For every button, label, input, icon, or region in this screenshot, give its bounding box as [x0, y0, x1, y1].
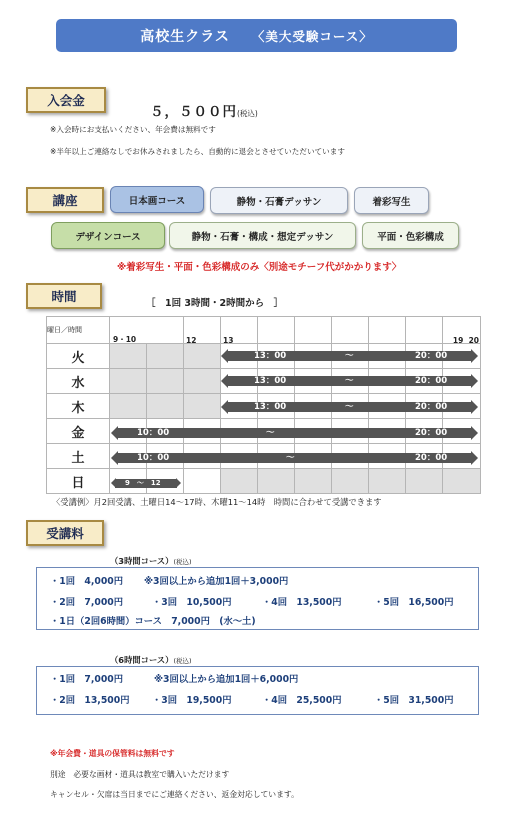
time-bar-sat [111, 451, 478, 465]
title-banner [56, 19, 457, 52]
tick-12-label: 12 [186, 336, 197, 345]
day-sun: 日 [47, 469, 110, 494]
tick-12 [184, 317, 221, 344]
time-bar-fri [111, 426, 478, 440]
schedule-label: 時間 [26, 283, 102, 309]
three-hour-heading [110, 555, 192, 567]
schedule-subtitle: ［ 1回 3時間・2時間から ］ [146, 298, 284, 309]
three-hour-tax: (税込) [173, 558, 192, 566]
time-bar-tilde: 〜 [286, 453, 295, 463]
fee-amount-value: ５，５００円 [150, 104, 237, 120]
fee-note-1: ※入会時にお支払いください、年会費は無料です [50, 125, 216, 134]
time-bar-sun-label: 9 〜 12 [125, 479, 161, 487]
three-hour-5: ・5回 16,500円 [374, 597, 454, 608]
time-bar-start: 13：00 [254, 376, 287, 386]
fee-note-2: ※半年以上ご連絡なしでお休みされましたら、自動的に退会とさせていただいています [50, 147, 345, 156]
course-flat-color: 平面・色彩構成 [362, 222, 459, 249]
courses-note: ※着彩写生・平面・色彩構成のみ〈別途モチーフ代がかかります〉 [117, 262, 402, 273]
course-design: デザインコース [51, 222, 165, 249]
footer-note-cancel: キャンセル・欠席は当日までにご連絡ください、返金対応しています。 [50, 790, 299, 799]
time-bar-end: 20：00 [415, 376, 448, 386]
schedule-example: 〈受講例〉月2回受講、土曜日14〜17時、木曜11〜14時 時間に合わせて受講できます [52, 497, 382, 507]
six-hour-4: ・4回 25,500円 [262, 695, 342, 706]
time-bar-thu [221, 400, 478, 414]
day-fri: 金 [47, 419, 110, 444]
time-bar-start: 10：00 [137, 428, 170, 438]
tick-9-10 [110, 317, 184, 344]
fee-label: 入会金 [26, 87, 106, 113]
time-bar-end: 20：00 [415, 351, 448, 361]
time-bar-start: 10：00 [137, 453, 170, 463]
schedule-corner: 曜日／時間 [47, 317, 110, 344]
day-tue: 火 [47, 344, 110, 369]
course-color-sketch: 着彩写生 [354, 187, 429, 214]
page-title: 高校生クラス [140, 28, 230, 45]
three-hour-3: ・3回 10,500円 [152, 597, 232, 608]
time-bar-end: 20：00 [415, 428, 448, 438]
six-hour-3: ・3回 19,500円 [152, 695, 232, 706]
tick-9-10-label: 9・10 [113, 335, 137, 344]
tick-19-label: 19 [452, 336, 464, 345]
six-hour-extra: ※3回以上から追加1回＋6,000円 [154, 674, 299, 685]
time-bar-start: 13：00 [254, 351, 287, 361]
time-bar-tilde: 〜 [345, 402, 354, 412]
time-bar-tilde: 〜 [345, 351, 354, 361]
six-hour-tax: (税込) [173, 657, 192, 665]
time-bar-sun [111, 478, 181, 489]
day-thu: 木 [47, 394, 110, 419]
three-hour-4: ・4回 13,500円 [262, 597, 342, 608]
fee-amount [150, 100, 258, 120]
tick-empty [295, 317, 332, 344]
course-still-life-plaster: 静物・石膏デッサン [210, 187, 348, 214]
schedule-header-row [47, 317, 481, 344]
tick-empty [369, 317, 406, 344]
three-hour-extra: ※3回以上から追加1回＋3,000円 [144, 576, 289, 587]
tick-empty [406, 317, 443, 344]
day-sat: 土 [47, 444, 110, 469]
six-hour-heading [110, 654, 192, 666]
three-hour-1: ・1回 4,000円 [50, 576, 124, 587]
six-hour-5: ・5回 31,500円 [374, 695, 454, 706]
time-bar-tue [221, 349, 478, 363]
time-bar-tilde: 〜 [266, 428, 275, 438]
time-bar-tilde: 〜 [345, 376, 354, 386]
tick-13-label: 13 [223, 336, 234, 345]
fee-tax: (税込) [237, 109, 258, 118]
course-composition-drawing: 静物・石膏・構成・想定デッサン [169, 222, 356, 249]
courses-label: 講座 [26, 187, 104, 213]
page-subtitle: 〈美大受験コース〉 [251, 28, 373, 44]
footer-note-supplies: 別途 必要な画材・道具は教室で購入いただけます [50, 770, 230, 779]
time-bar-end: 20：00 [415, 453, 448, 463]
three-hour-day-course: ・1日（2回6時間）コース 7,000円 (水〜土) [50, 616, 256, 627]
six-hour-heading-text: （6時間コース） [110, 655, 174, 665]
tick-empty [332, 317, 369, 344]
tuition-label: 受講料 [26, 520, 104, 546]
time-bar-end: 20：00 [415, 402, 448, 412]
tick-20-label: 20 [468, 336, 479, 345]
tick-13 [221, 317, 258, 344]
six-hour-1: ・1回 7,000円 [50, 674, 124, 685]
six-hour-2: ・2回 13,500円 [50, 695, 130, 706]
three-hour-heading-text: （3時間コース） [110, 556, 174, 566]
tick-19-20 [443, 317, 481, 344]
time-bar-wed [221, 374, 478, 388]
time-bar-start: 13：00 [254, 402, 287, 412]
three-hour-2: ・2回 7,000円 [50, 597, 124, 608]
course-nihonga: 日本画コース [110, 186, 204, 213]
day-wed: 水 [47, 369, 110, 394]
tick-empty [258, 317, 295, 344]
footer-red-note: ※年会費・道具の保管料は無料です [50, 749, 175, 758]
